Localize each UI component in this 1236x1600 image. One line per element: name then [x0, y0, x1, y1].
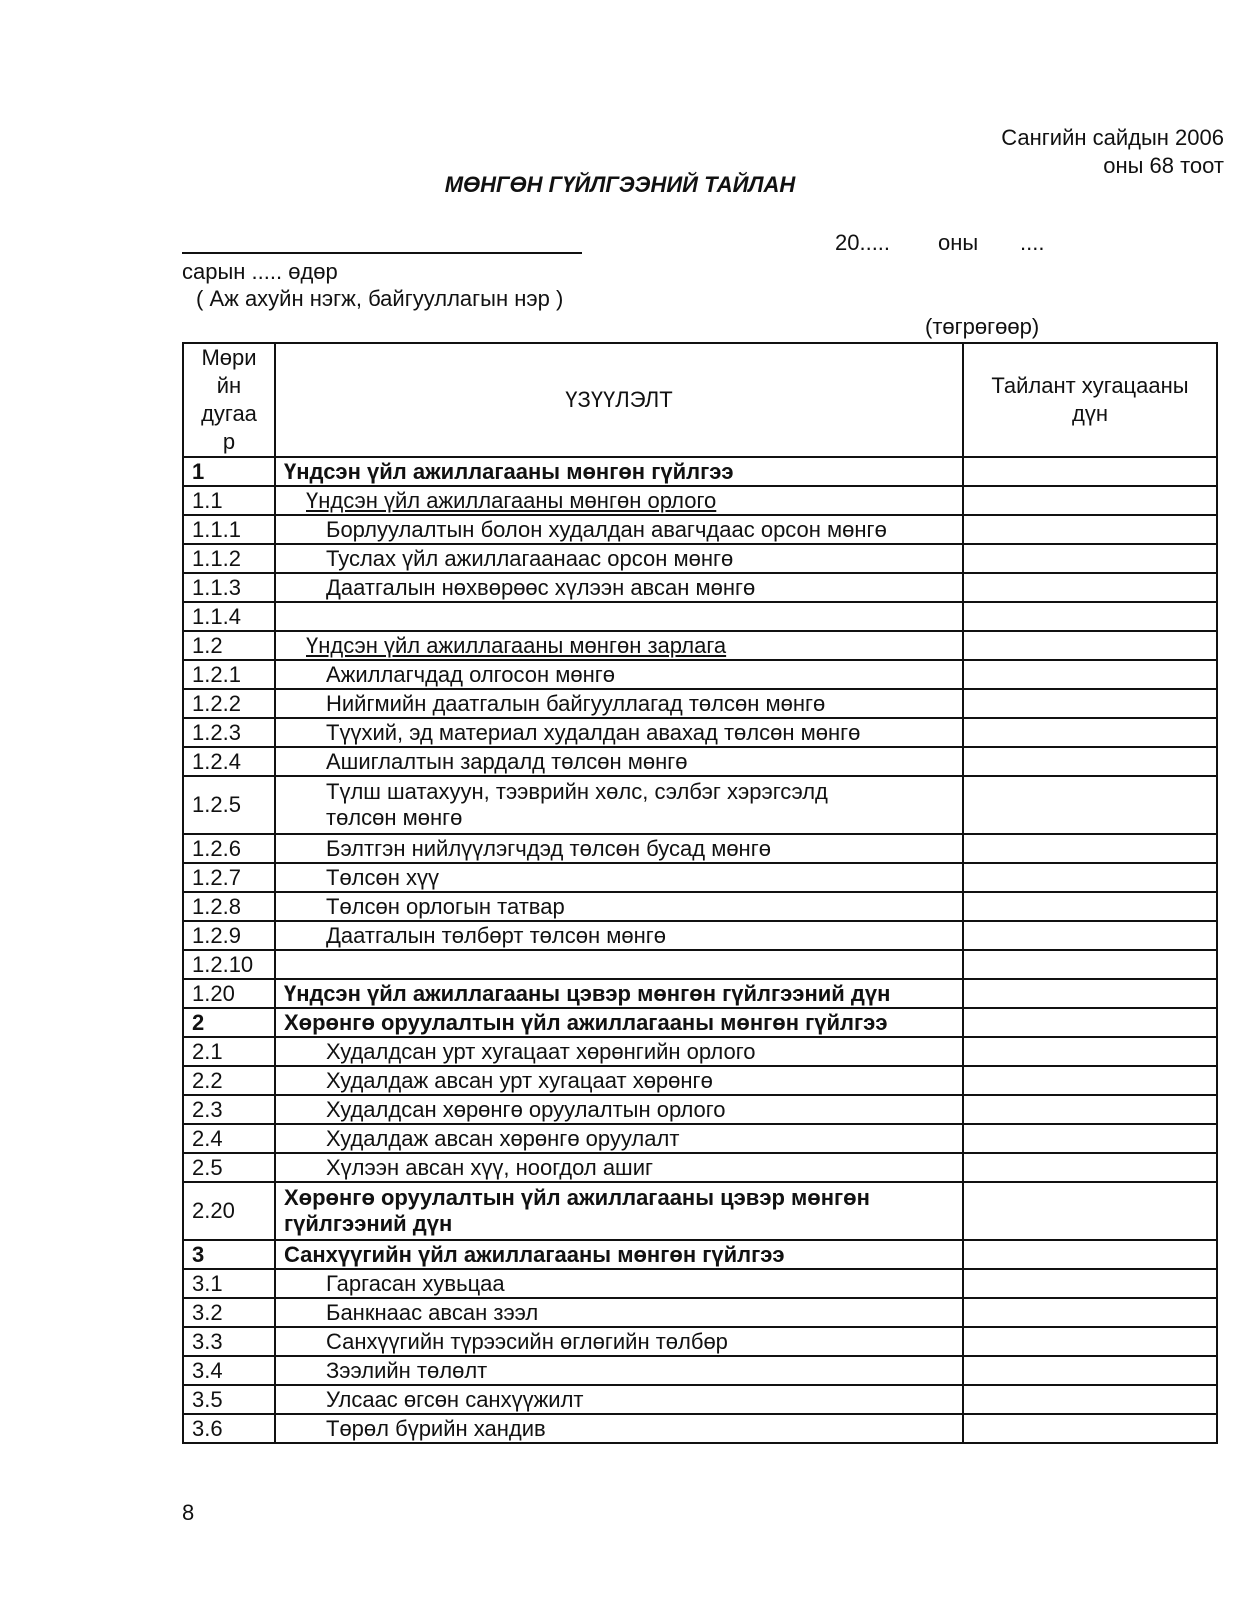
- table-row: [183, 979, 1217, 1008]
- row-number: 1.2.4: [183, 747, 275, 776]
- decree-reference-line2: оны 68 тоот: [1103, 153, 1224, 178]
- amount-cell[interactable]: [963, 921, 1217, 950]
- row-label: Төрөл бүрийн хандив: [275, 1414, 963, 1443]
- row-label-line: Хөрөнгө оруулалтын үйл ажиллагааны цэвэр мөнгөн: [284, 1185, 870, 1210]
- header-amount: [963, 343, 1217, 457]
- amount-cell[interactable]: [963, 950, 1217, 979]
- row-label-line: Түлш шатахуун, тээврийн хөлс, сэлбэг хэрэгсэлд: [326, 779, 828, 804]
- row-label: Бэлтгэн нийлүүлэгчдэд төлсөн бусад мөнгө: [275, 834, 963, 863]
- amount-cell[interactable]: [963, 1182, 1217, 1240]
- row-number: 2.2: [183, 1066, 275, 1095]
- amount-cell[interactable]: [963, 863, 1217, 892]
- row-number: 2.3: [183, 1095, 275, 1124]
- table-row: [183, 718, 1217, 747]
- amount-cell[interactable]: [963, 892, 1217, 921]
- report-title: МӨНГӨН ГҮЙЛГЭЭНИЙ ТАЙЛАН: [444, 172, 796, 197]
- row-label: Ашиглалтын зардалд төлсөн мөнгө: [275, 747, 963, 776]
- row-label: Хүлээн авсан хүү, ноогдол ашиг: [275, 1153, 963, 1182]
- table-row: [183, 1182, 1217, 1240]
- amount-cell[interactable]: [963, 1269, 1217, 1298]
- row-label: Түүхий, эд материал худалдан авахад төлсөн мөнгө: [275, 718, 963, 747]
- row-number: 3.2: [183, 1298, 275, 1327]
- table-row: [183, 1066, 1217, 1095]
- currency-unit: (төгрөгөөр): [925, 314, 1040, 339]
- amount-cell[interactable]: [963, 515, 1217, 544]
- table-row: [183, 1095, 1217, 1124]
- amount-cell[interactable]: [963, 1124, 1217, 1153]
- row-label: Худалдсан урт хугацаат хөрөнгийн орлого: [275, 1037, 963, 1066]
- row-number: 1.2.8: [183, 892, 275, 921]
- amount-cell[interactable]: [963, 631, 1217, 660]
- row-number: 1.2.1: [183, 660, 275, 689]
- table-row: [183, 892, 1217, 921]
- row-number: 3.1: [183, 1269, 275, 1298]
- decree-reference-line1: Сангийн сайдын 2006: [1001, 125, 1224, 150]
- row-number: 2.1: [183, 1037, 275, 1066]
- amount-cell[interactable]: [963, 1327, 1217, 1356]
- table-row: [183, 689, 1217, 718]
- header-amount-line: Тайлант хугацааны: [991, 373, 1189, 398]
- date-year: 20.....: [835, 230, 891, 255]
- row-label: Туслах үйл ажиллагаанаас орсон мөнгө: [275, 544, 963, 573]
- amount-cell[interactable]: [963, 660, 1217, 689]
- table-row: [183, 515, 1217, 544]
- row-number: 3.3: [183, 1327, 275, 1356]
- amount-cell[interactable]: [963, 718, 1217, 747]
- amount-cell[interactable]: [963, 1240, 1217, 1269]
- amount-cell[interactable]: [963, 1385, 1217, 1414]
- row-label: Улсаас өгсөн санхүүжилт: [275, 1385, 963, 1414]
- table-header-row: [183, 343, 1217, 457]
- row-label: [275, 776, 963, 834]
- row-label: Худалдсан хөрөнгө оруулалтын орлого: [275, 1095, 963, 1124]
- row-label: Даатгалын төлбөрт төлсөн мөнгө: [275, 921, 963, 950]
- row-label-line: төлсөн мөнгө: [326, 805, 463, 830]
- table-row: [183, 1414, 1217, 1443]
- row-number: 1.1: [183, 486, 275, 515]
- row-label: Төлсөн орлогын татвар: [275, 892, 963, 921]
- organization-caption: ( Аж ахуйн нэгж, байгууллагын нэр ): [196, 286, 564, 311]
- row-number: 1.2.7: [183, 863, 275, 892]
- table-row: [183, 660, 1217, 689]
- amount-cell[interactable]: [963, 1414, 1217, 1443]
- row-number: 2.20: [183, 1182, 275, 1240]
- table-row: [183, 1124, 1217, 1153]
- row-label: Борлуулалтын болон худалдан авагчдаас орсон мөнгө: [275, 515, 963, 544]
- row-label: Үндсэн үйл ажиллагааны цэвэр мөнгөн гүйлгээний дүн: [275, 979, 963, 1008]
- row-number: 1.2: [183, 631, 275, 660]
- amount-cell[interactable]: [963, 1037, 1217, 1066]
- row-number: 2: [183, 1008, 275, 1037]
- row-number: 1: [183, 457, 275, 486]
- amount-cell[interactable]: [963, 689, 1217, 718]
- table-row: [183, 863, 1217, 892]
- table-row: [183, 1269, 1217, 1298]
- row-label: [275, 1182, 963, 1240]
- row-label: Нийгмийн даатгалын байгууллагад төлсөн мөнгө: [275, 689, 963, 718]
- amount-cell[interactable]: [963, 486, 1217, 515]
- header-amount-line: дүн: [1072, 401, 1108, 426]
- page-number: 8: [182, 1500, 195, 1525]
- row-label: Ажиллагчдад олгосон мөнгө: [275, 660, 963, 689]
- table-row: [183, 776, 1217, 834]
- amount-cell[interactable]: [963, 1008, 1217, 1037]
- table-row: [183, 602, 1217, 631]
- row-label: Худалдаж авсан хөрөнгө оруулалт: [275, 1124, 963, 1153]
- amount-cell[interactable]: [963, 979, 1217, 1008]
- amount-cell[interactable]: [963, 1153, 1217, 1182]
- row-label: [275, 631, 963, 660]
- amount-cell[interactable]: [963, 1066, 1217, 1095]
- amount-cell[interactable]: [963, 544, 1217, 573]
- table-row: [183, 921, 1217, 950]
- header-row-number-line: дугаа: [201, 401, 257, 426]
- row-label: [275, 950, 963, 979]
- row-label: Банкнаас авсан зээл: [275, 1298, 963, 1327]
- table-row: [183, 1385, 1217, 1414]
- table-row: [183, 834, 1217, 863]
- row-label: Гаргасан хувьцаа: [275, 1269, 963, 1298]
- row-label: Хөрөнгө оруулалтын үйл ажиллагааны мөнгөн гүйлгээ: [275, 1008, 963, 1037]
- row-number: 1.1.4: [183, 602, 275, 631]
- row-label: Үндсэн үйл ажиллагааны мөнгөн гүйлгээ: [275, 457, 963, 486]
- header-row-number-line: Мөри: [201, 345, 257, 370]
- header-row-number: [183, 343, 275, 457]
- table-row: [183, 950, 1217, 979]
- table-row: [183, 1298, 1217, 1327]
- table-row: [183, 1037, 1217, 1066]
- row-label-text: Үндсэн үйл ажиллагааны мөнгөн зарлага: [306, 632, 727, 658]
- table-row: [183, 1327, 1217, 1356]
- row-number: 3.4: [183, 1356, 275, 1385]
- row-number: 1.20: [183, 979, 275, 1008]
- cash-flow-table: [182, 342, 1218, 1444]
- amount-cell[interactable]: [963, 1095, 1217, 1124]
- row-number: 1.1.3: [183, 573, 275, 602]
- row-label: Санхүүгийн түрээсийн өглөгийн төлбөр: [275, 1327, 963, 1356]
- table-row: [183, 1008, 1217, 1037]
- table-row: [183, 1240, 1217, 1269]
- row-label: [275, 602, 963, 631]
- header-row-number-line: йн: [216, 373, 242, 398]
- row-number: 1.2.3: [183, 718, 275, 747]
- table-row: [183, 631, 1217, 660]
- date-month-day: сарын ..... өдөр: [182, 259, 338, 284]
- row-number: 3.6: [183, 1414, 275, 1443]
- amount-cell[interactable]: [963, 457, 1217, 486]
- amount-cell[interactable]: [963, 1356, 1217, 1385]
- row-label: Төлсөн хүү: [275, 863, 963, 892]
- table-row: [183, 457, 1217, 486]
- table-row: [183, 544, 1217, 573]
- row-number: 2.4: [183, 1124, 275, 1153]
- row-label: Даатгалын нөхвөрөөс хүлээн авсан мөнгө: [275, 573, 963, 602]
- row-number: 1.2.5: [183, 776, 275, 834]
- row-number: 3: [183, 1240, 275, 1269]
- row-number: 3.5: [183, 1385, 275, 1414]
- row-number: 1.2.2: [183, 689, 275, 718]
- date-month-blank: ....: [1020, 230, 1045, 255]
- organization-name-blank: [182, 252, 582, 254]
- decree-reference: [900, 124, 1224, 180]
- row-label: Зээлийн төлөлт: [275, 1356, 963, 1385]
- row-label-line: гүйлгээний дүн: [284, 1211, 453, 1236]
- row-number: 1.2.9: [183, 921, 275, 950]
- row-number: 1.1.1: [183, 515, 275, 544]
- amount-cell[interactable]: [963, 573, 1217, 602]
- row-label: Худалдаж авсан урт хугацаат хөрөнгө: [275, 1066, 963, 1095]
- row-number: 1.2.6: [183, 834, 275, 863]
- amount-cell[interactable]: [963, 602, 1217, 631]
- amount-cell[interactable]: [963, 834, 1217, 863]
- row-number: 1.1.2: [183, 544, 275, 573]
- table-row: [183, 573, 1217, 602]
- table-row: [183, 747, 1217, 776]
- header-description: ҮЗҮҮЛЭЛТ: [275, 343, 963, 457]
- header-row-number-line: р: [222, 429, 236, 454]
- date-year-label: оны: [938, 230, 979, 255]
- amount-cell[interactable]: [963, 776, 1217, 834]
- row-number: 2.5: [183, 1153, 275, 1182]
- table-row: [183, 1153, 1217, 1182]
- row-label-text: Үндсэн үйл ажиллагааны мөнгөн орлого: [306, 487, 717, 513]
- row-label: Санхүүгийн үйл ажиллагааны мөнгөн гүйлгээ: [275, 1240, 963, 1269]
- row-label: [275, 486, 963, 515]
- table-row: [183, 486, 1217, 515]
- table-row: [183, 1356, 1217, 1385]
- amount-cell[interactable]: [963, 1298, 1217, 1327]
- amount-cell[interactable]: [963, 747, 1217, 776]
- row-number: 1.2.10: [183, 950, 275, 979]
